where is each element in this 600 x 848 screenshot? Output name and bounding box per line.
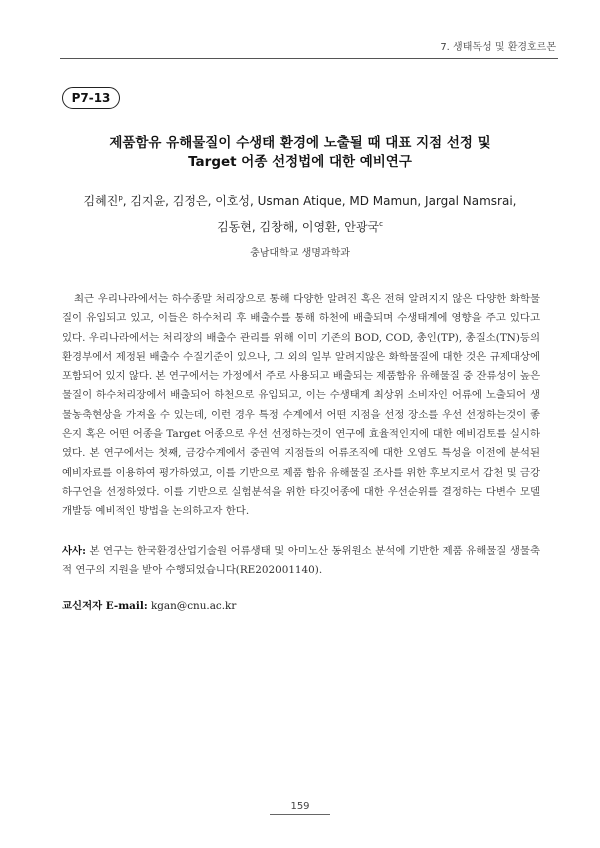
author-first: 김혜진 [83, 194, 119, 208]
page-number-rule [270, 814, 330, 815]
presenter-mark: p [118, 194, 123, 202]
corresponding-mark: c [379, 220, 383, 228]
authors-line-2 [60, 213, 540, 239]
author-list [60, 187, 540, 239]
running-header: 7. 생태독성 및 환경호르몬 [440, 42, 556, 53]
page-number: 159 [290, 801, 310, 812]
header-rule [60, 58, 558, 59]
ack-text: 본 연구는 한국환경산업기술원 어류생태 및 아미노산 동위원소 분석에 기반한 제품 유해물질 생물축적 연구의 지원을 받아 수행되었습니다(RE202001140). [62, 545, 540, 577]
authors-rest: , 김지윤, 김정은, 이호성, Usman Atique, MD Mamun, Jargal Namsrai, [122, 194, 517, 208]
abstract-text: 최근 우리나라에서는 하수종말 처리장으로 통해 다양한 알려진 혹은 전혀 알려지지 않은 다양한 화학물질이 유입되고 있고, 이들은 하수처리 후 배출수를 통해 하천에 배출되며 수생태계에 영향을 주고 있다고 있다. 우리나라에서는 처리장의 배출수 관리를 위해 이미 기존의 BOD, COD, 총인(TP), 총질소(TN)등의 환경부에서 제정된 배출수 수질기준이 있으나, 그 외의 일부 알려지않은 화학물질에 대한 것은 규제대상에 포함되어 있지 않다. 본 연구에서는 가정에서 주로 사용되고 배출되는 제품함유 유해물질 중 잔류성이 높은물질이 하수처리장에서 배출되어 하천으로 유입되고, 이는 수생태계 최상위 소비자인 어류에 노출되어 생물농축현상을 가져올 수 있는데, 이런 경우 특정 수계에서 어떤 지점을 선정 장소를 우선 선정하는것이 좋은지 혹은 어떤 어종을 Target 어종으로 우선 선정하는것이 연구에 효율적인지에 대한 예비검토를 실시하였다. 본 연구에서는 첫째, 금강수계에서 중권역 지점들의 어류조직에 대한 오염도 특성을 이전에 분석된 예비자료를 이용하여 평가하였고, 이를 기반으로 제품 함유 유해물질 조사를 위한 후보지로서 갑천 및 금강 하구언을 선정하였다. 이를 기반으로 실험분석을 위한 타깃어종에 대한 우선순위를 결정하는 다변수 모델 개발등 예비적인 방법을 논의하고자 한다. [62, 293, 540, 518]
contact-label: 교신저자 E-mail: [62, 600, 148, 612]
corresponding-author [62, 597, 236, 612]
abstract [62, 290, 540, 522]
paper-title [60, 134, 540, 172]
affiliation: 충남대학교 생명과학과 [250, 248, 350, 259]
poster-id-badge: P7-13 [62, 87, 120, 109]
authors-line-2-text: 김동현, 김창해, 이영환, 안광국 [217, 220, 380, 234]
title-line-1: 제품함유 유해물질이 수생태 환경에 노출될 때 대표 지점 선정 및 [109, 135, 491, 151]
ack-label: 사사: [62, 545, 86, 557]
contact-email[interactable]: kgan@cnu.ac.kr [150, 600, 237, 612]
title-line-2: Target 어종 선정법에 대한 예비연구 [188, 154, 412, 170]
authors-line-1 [60, 187, 540, 213]
acknowledgement [62, 542, 540, 581]
